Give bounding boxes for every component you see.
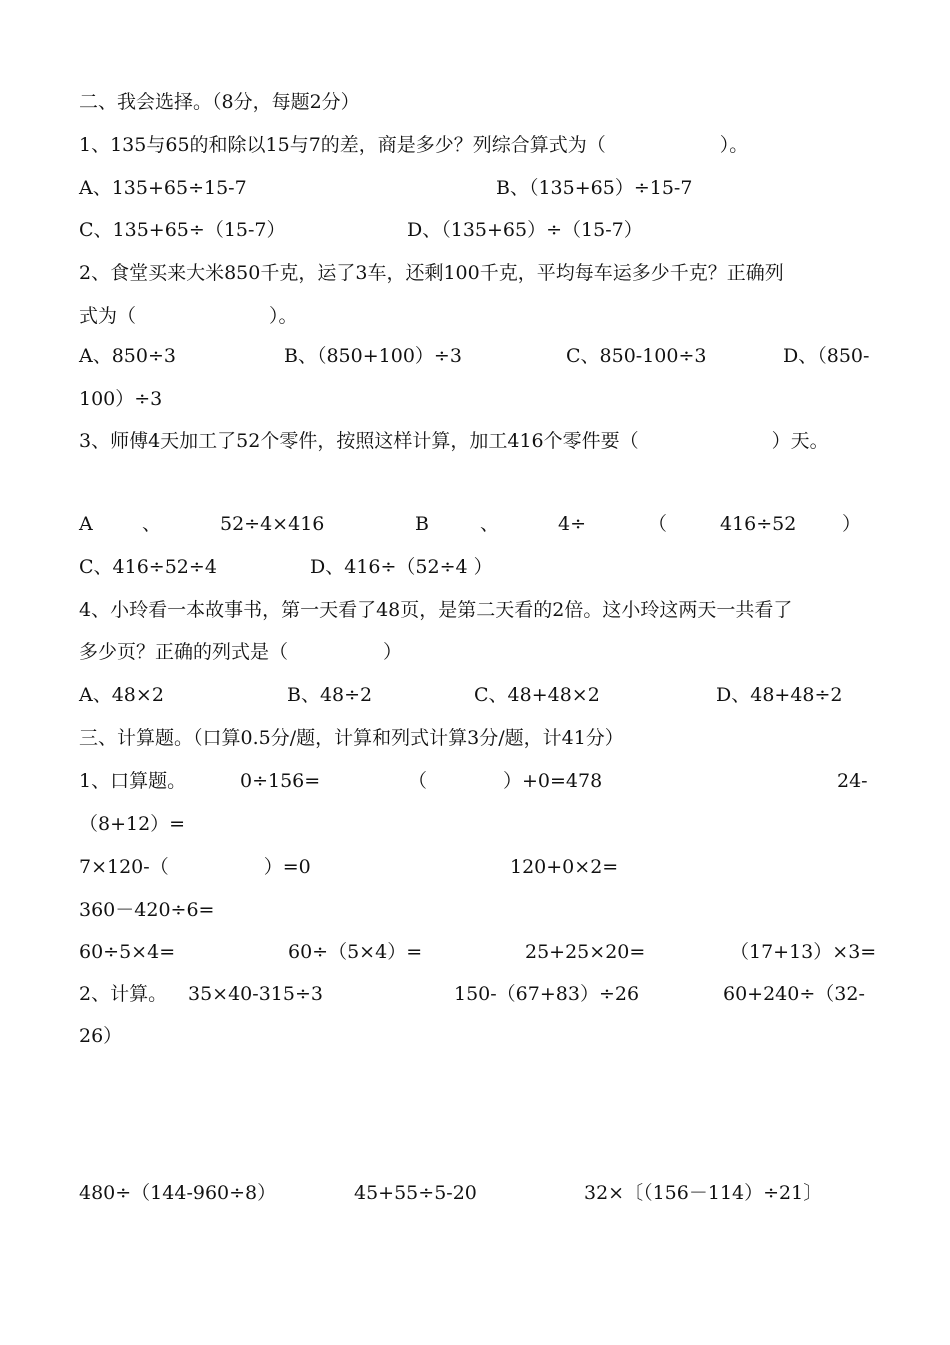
q3-option-a-separator: 、 [142, 513, 162, 535]
q3-option-b-expression-1: 4÷ [558, 513, 587, 535]
oral-expr-3-line2: （8+12）= [79, 813, 186, 835]
q4-option-a: A、48×2 [79, 684, 164, 706]
question-2-stem-line1: 2、食堂买来大米850千克，运了3车，还剩100千克，平均每车运多少千克？正确列 [79, 262, 784, 284]
calc-expr-4: 480÷（144-960÷8） [79, 1182, 277, 1204]
oral-expr-3-line1: 24- [837, 770, 868, 792]
oral-expr-7: 60÷5×4= [79, 941, 176, 963]
oral-expr-10: （17+13）×3= [730, 941, 877, 963]
oral-expr-4: 7×120-（ ）=0 [79, 856, 311, 878]
q3-option-a-letter: A [79, 513, 93, 535]
calc-expr-6: 32×〔（156－114）÷21〕 [584, 1182, 823, 1204]
oral-calc-label: 1、口算题。 [79, 770, 187, 792]
oral-expr-9: 25+25×20= [525, 941, 646, 963]
calc-expr-2: 150-（67+83）÷26 [454, 983, 640, 1005]
oral-expr-1: 0÷156= [240, 770, 321, 792]
oral-expr-2: （ ）+0=478 [408, 770, 603, 792]
q2-option-c: C、850-100÷3 [566, 345, 707, 367]
q3-option-b-paren-open: （ [648, 513, 668, 535]
section-3-title: 三、计算题。（口算0.5分/题，计算和列式计算3分/题，计41分） [79, 727, 624, 749]
calc-label: 2、计算。 [79, 983, 168, 1005]
calc-expr-1: 35×40-315÷3 [188, 983, 323, 1005]
question-4-stem-line2: 多少页？正确的列式是（ ） [79, 641, 403, 663]
section-2-title: 二、我会选择。（8分，每题2分） [79, 91, 360, 113]
q3-option-b-separator: 、 [480, 513, 500, 535]
question-3-stem: 3、师傅4天加工了52个零件，按照这样计算，加工416个零件要（ ）天。 [79, 430, 829, 452]
oral-expr-8: 60÷（5×4）= [288, 941, 423, 963]
q3-option-b-paren-close: ） [842, 513, 862, 535]
q2-option-d-line2: 100）÷3 [79, 388, 163, 410]
calc-expr-3-line2: 26） [79, 1025, 123, 1047]
q3-option-a-expression: 52÷4×416 [220, 513, 325, 535]
q4-option-d: D、48+48÷2 [716, 684, 843, 706]
q4-option-c: C、48+48×2 [474, 684, 600, 706]
calc-expr-3-line1: 60+240÷（32- [723, 983, 865, 1005]
question-2-stem-line2: 式为（ ）。 [79, 305, 298, 327]
question-1-stem: 1、135与65的和除以15与7的差，商是多少？列综合算式为（ ）。 [79, 134, 749, 156]
q1-option-d: D、（135+65）÷（15-7） [407, 219, 643, 241]
q3-option-d: D、416÷（52÷4 ） [310, 556, 493, 578]
q1-option-b: B、（135+65）÷15-7 [496, 177, 693, 199]
q3-option-b-letter: B [415, 513, 429, 535]
q2-option-a: A、850÷3 [79, 345, 176, 367]
q2-option-d-line1: D、（850- [783, 345, 870, 367]
oral-expr-6: 360－420÷6= [79, 899, 215, 921]
question-4-stem-line1: 4、小玲看一本故事书，第一天看了48页，是第二天看的2倍。这小玲这两天一共看了 [79, 599, 793, 621]
q1-option-a: A、135+65÷15-7 [79, 177, 247, 199]
q4-option-b: B、48÷2 [287, 684, 373, 706]
q3-option-c: C、416÷52÷4 [79, 556, 217, 578]
oral-expr-5: 120+0×2= [510, 856, 619, 878]
q3-option-b-expression-2: 416÷52 [720, 513, 797, 535]
q1-option-c: C、135+65÷（15-7） [79, 219, 286, 241]
q2-option-b: B、（850+100）÷3 [284, 345, 462, 367]
calc-expr-5: 45+55÷5-20 [354, 1182, 477, 1204]
